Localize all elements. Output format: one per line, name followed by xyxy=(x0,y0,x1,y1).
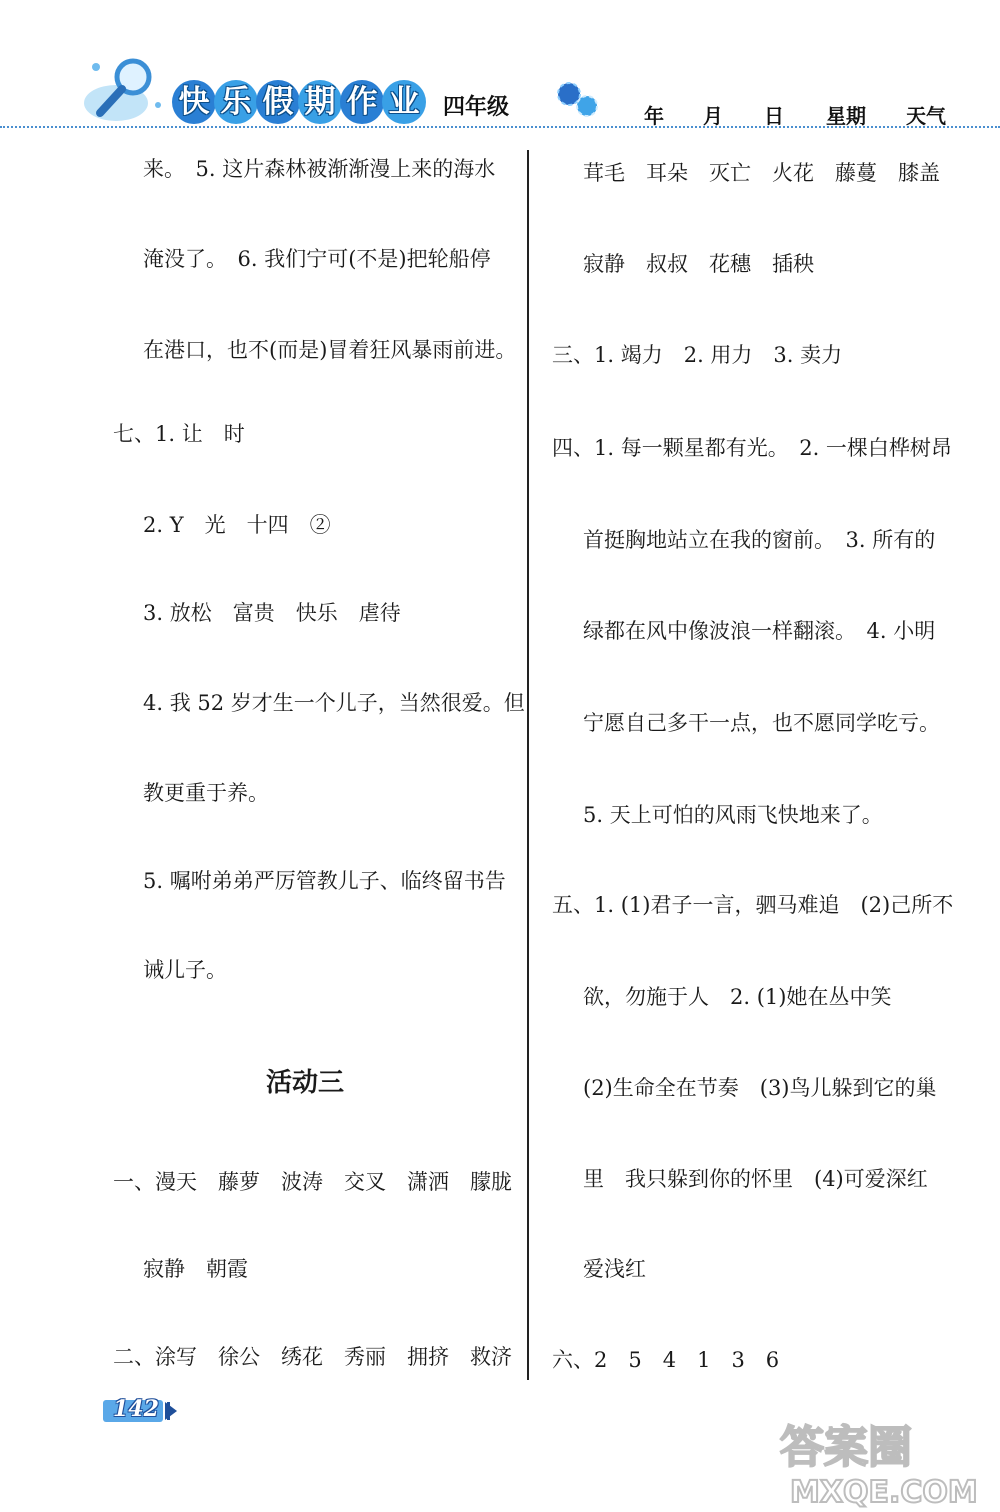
answer-line: 五、1. (1)君子一言，驷马难追 (2)己所不 xyxy=(552,893,954,917)
header-dotted-rule xyxy=(0,126,1000,128)
answer-line: 诫儿子。 xyxy=(143,958,227,982)
title-char: 作 xyxy=(340,80,384,124)
answer-line: 三、1. 竭力 2. 用力 3. 卖力 xyxy=(552,343,843,367)
title-char: 假 xyxy=(256,80,300,124)
page-number-badge xyxy=(103,1396,183,1424)
answer-line: 四、1. 每一颗星都有光。 2. 一棵白桦树昂 xyxy=(552,436,952,460)
answer-line: 3. 放松 富贵 快乐 虐待 xyxy=(143,601,401,625)
answer-line: 5. 天上可怕的风雨飞快地来了。 xyxy=(583,803,883,827)
answer-line: 里 我只躲到你的怀里 (4)可爱深红 xyxy=(583,1167,928,1191)
year-field: 年 xyxy=(644,104,664,128)
answer-line: 淹没了。 6. 我们宁可(不是)把轮船停 xyxy=(143,247,491,271)
decorative-balls-icon xyxy=(555,80,603,118)
answer-line: 寂静 朝霞 xyxy=(143,1257,248,1281)
weekday-field: 星期 xyxy=(826,104,866,128)
month-field: 月 xyxy=(703,104,723,128)
answer-line: 在港口，也不(而是)冒着狂风暴雨前进。 xyxy=(143,338,517,362)
answer-line: 首挺胸地站立在我的窗前。 3. 所有的 xyxy=(583,528,936,552)
answer-line: 5. 嘱咐弟弟严厉管教儿子、临终留书告 xyxy=(143,869,506,893)
title-char: 乐 xyxy=(214,80,258,124)
weather-field: 天气 xyxy=(906,104,946,128)
answer-line: 2. Y 光 十四 ② xyxy=(143,513,331,537)
watermark-bottom: MXQE.COM xyxy=(790,1475,978,1510)
answer-line: 欲，勿施于人 2. (1)她在丛中笑 xyxy=(583,985,892,1009)
answer-line: 二、涂写 徐公 绣花 秀丽 拥挤 救济 xyxy=(113,1345,512,1369)
watermark-logo xyxy=(770,1410,998,1510)
watermark-top: 答案圈 xyxy=(780,1422,912,1473)
series-title xyxy=(172,80,424,124)
grade-label: 四年级 xyxy=(443,95,510,120)
answer-line: 宁愿自己多干一点，也不愿同学吃亏。 xyxy=(583,711,940,735)
answer-line: 六、2 5 4 1 3 6 xyxy=(552,1348,780,1372)
magnifier-logo-icon xyxy=(78,55,168,130)
column-divider xyxy=(527,150,529,1380)
answer-line: 一、漫天 藤萝 波涛 交叉 潇洒 朦胧 xyxy=(113,1170,512,1194)
day-field: 日 xyxy=(764,104,784,128)
answer-line: 爱浅红 xyxy=(583,1257,646,1281)
answer-line: 茸毛 耳朵 灭亡 火花 藤蔓 膝盖 xyxy=(583,161,940,185)
answer-line: 寂静 叔叔 花穗 插秧 xyxy=(583,252,814,276)
title-char: 业 xyxy=(382,80,426,124)
answer-line: 教更重于养。 xyxy=(143,781,269,805)
answer-line: 来。 5. 这片森林被渐渐漫上来的海水 xyxy=(143,157,496,181)
page-number: 142 xyxy=(113,1396,159,1422)
title-char: 快 xyxy=(172,80,216,124)
answer-line: 绿都在风中像波浪一样翻滚。 4. 小明 xyxy=(583,619,936,643)
title-char: 期 xyxy=(298,80,342,124)
answer-line: 4. 我 52 岁才生一个儿子，当然很爱。但 xyxy=(143,691,525,715)
answer-line: (2)生命全在节奏 (3)鸟儿躲到它的巢 xyxy=(583,1076,937,1100)
section-heading: 活动三 xyxy=(266,1068,345,1098)
page-header xyxy=(0,0,1000,135)
answer-line: 七、1. 让 时 xyxy=(113,422,245,446)
